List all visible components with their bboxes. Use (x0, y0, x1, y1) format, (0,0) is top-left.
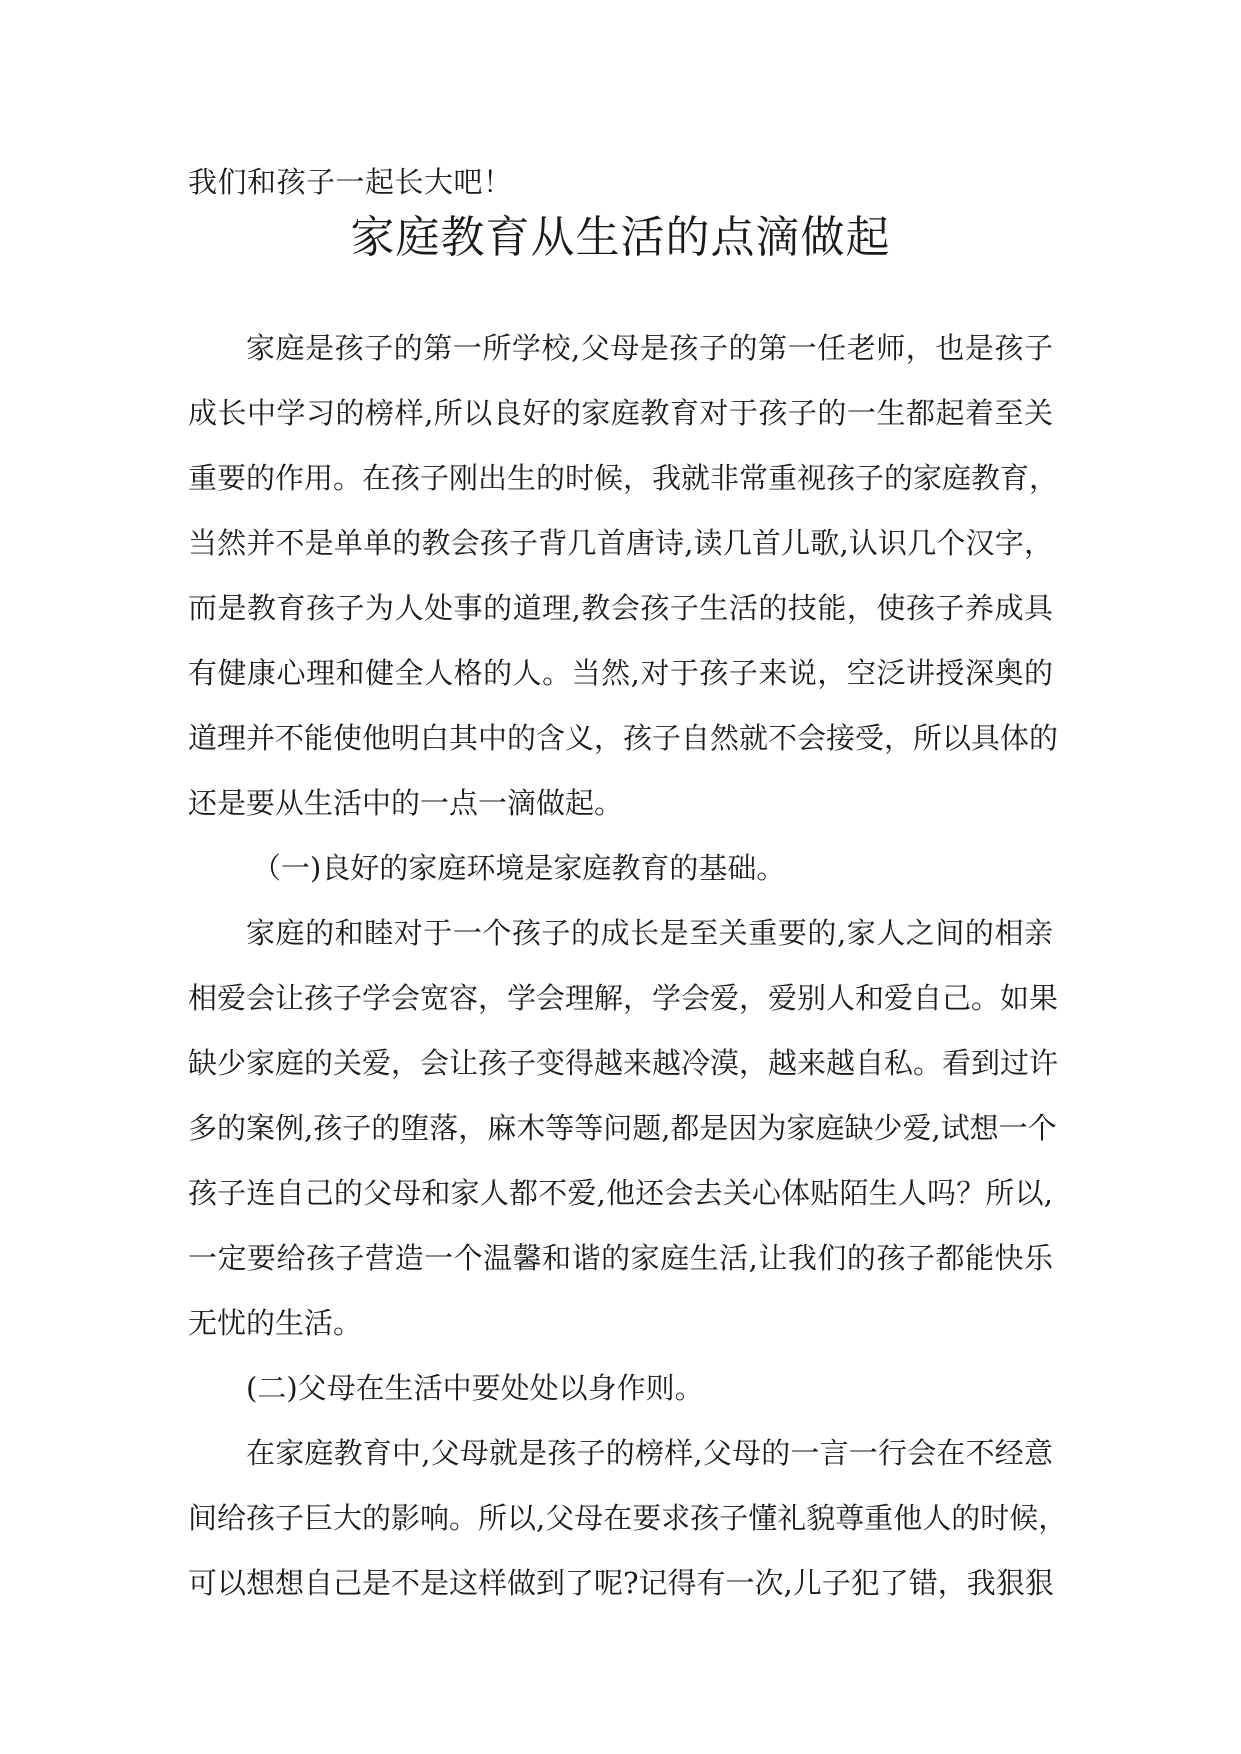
body-line: 还是要从生活中的一点一滴做起。 (188, 786, 624, 820)
body-line: 缺少家庭的关爱，会让孩子变得越来越冷漠，越来越自私。看到过许 (188, 1046, 1059, 1080)
body-line: 多的案例,孩子的堕落，麻木等等问题,都是因为家庭缺少爱,试想一个 (188, 1111, 1057, 1145)
body-line: 成长中学习的榜样,所以良好的家庭教育对于孩子的一生都起着至关 (188, 396, 1053, 430)
body-line: 有健康心理和健全人格的人。当然,对于孩子来说，空泛讲授深奥的 (188, 656, 1053, 690)
body-line: 家庭是孩子的第一所学校,父母是孩子的第一任老师，也是孩子 (246, 331, 1053, 365)
body-line: 相爱会让孩子学会宽容，学会理解，学会爱，爱别人和爱自己。如果 (188, 981, 1059, 1015)
section-heading-2: (二)父母在生活中要处处以身作则。 (246, 1371, 704, 1405)
section-heading-1: （一)良好的家庭环境是家庭教育的基础。 (252, 851, 786, 885)
body-line: 间给孩子巨大的影响。所以,父母在要求孩子懂礼貌尊重他人的时候， (188, 1501, 1068, 1535)
document-body (188, 316, 1068, 1616)
body-line: 而是教育孩子为人处事的道理,教会孩子生活的技能，使孩子养成具 (188, 591, 1053, 625)
body-line: 孩子连自己的父母和家人都不爱,他还会去关心体贴陌生人吗？所以, (188, 1176, 1053, 1210)
body-line: 在家庭教育中,父母就是孩子的榜样,父母的一言一行会在不经意 (246, 1436, 1053, 1470)
body-line: 一定要给孩子营造一个温馨和谐的家庭生活,让我们的孩子都能快乐 (188, 1241, 1053, 1275)
body-line: 可以想想自己是不是这样做到了呢?记得有一次,儿子犯了错，我狠狠 (188, 1566, 1054, 1600)
body-line: 家庭的和睦对于一个孩子的成长是至关重要的,家人之间的相亲 (246, 916, 1053, 950)
body-line: 无忧的生活。 (188, 1306, 363, 1340)
body-line: 道理并不能使他明白其中的含义，孩子自然就不会接受，所以具体的 (188, 721, 1059, 755)
pre-title: 我们和孩子一起长大吧！ (188, 165, 513, 199)
body-line: 重要的作用。在孩子刚出生的时候，我就非常重视孩子的家庭教育， (188, 461, 1059, 495)
body-line: 当然并不是单单的教会孩子背几首唐诗,读几首儿歌,认识几个汉字， (188, 526, 1053, 560)
document-title: 家庭教育从生活的点滴做起 (350, 212, 891, 263)
